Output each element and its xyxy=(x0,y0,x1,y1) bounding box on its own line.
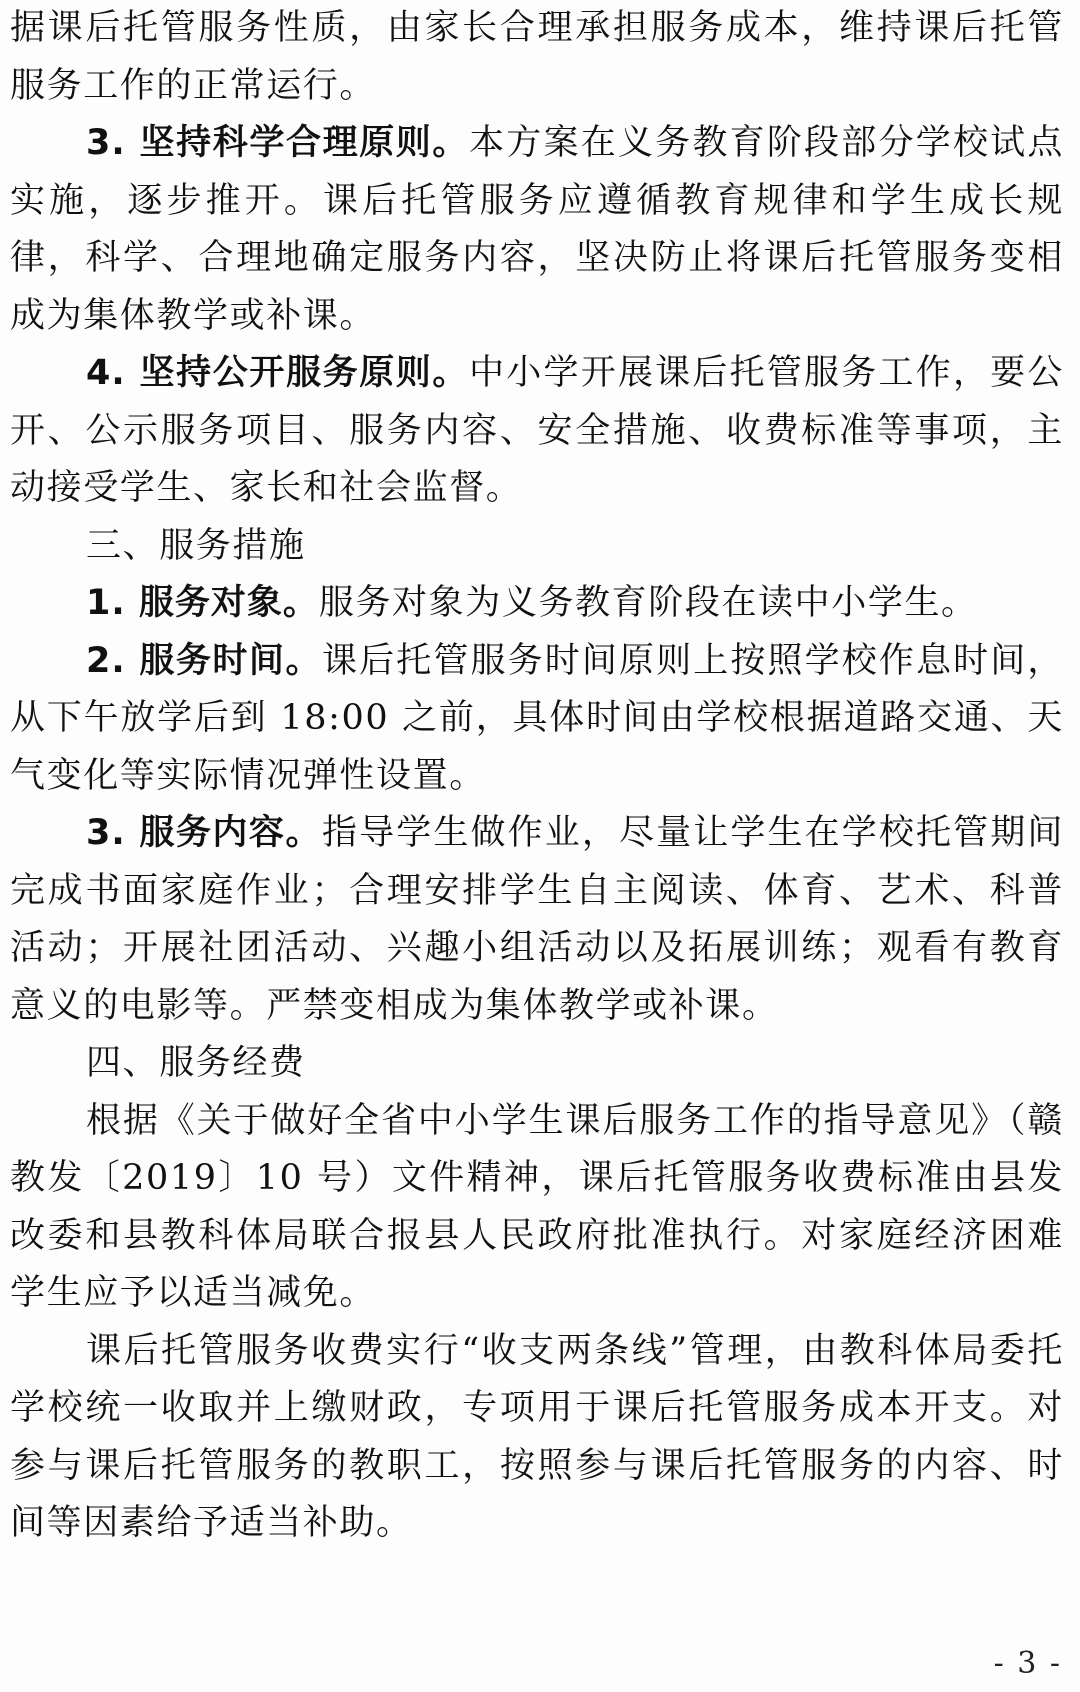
item-lead: 1. 服务对象。 xyxy=(86,583,319,623)
paragraph-text: 课后托管服务时间原则上按照学校作息时间，从下午放学后到 18:00 之前，具体时间由学校根据道路交通、天气变化等实际情况弹性设置。 xyxy=(10,640,1064,796)
principle-scientific xyxy=(10,115,1064,345)
principle-open-service xyxy=(10,345,1064,518)
paragraph-text: 中小学开展课后托管服务工作，要公开、公示服务项目、服务内容、安全措施、收费标准等事项，主动接受学生、家长和社会监督。 xyxy=(10,353,1064,508)
paragraph-text: 指导学生做作业，尽量让学生在学校托管期间完成书面家庭作业；合理安排学生自主阅读、体育、艺术、科普活动；开展社团活动、兴趣小组活动以及拓展训练；观看有教育意义的电影等。严禁变相成为集体教学或补课。 xyxy=(10,813,1064,1026)
item-lead: 2. 服务时间。 xyxy=(86,640,322,681)
item-lead: 3. 服务内容。 xyxy=(86,813,322,853)
section-heading-service-measures: 三、服务措施 xyxy=(86,525,306,566)
document-body xyxy=(10,0,1064,1553)
funding-paragraph-standard: 根据《关于做好全省中小学生课后服务工作的指导意见》（赣教发〔2019〕10 号）文件精神，课后托管服务收费标准由县发改委和县教科体局联合报县人民政府批准执行。对家庭经济困难学生应予以适当减免。 xyxy=(10,1100,1064,1313)
paragraph-text: 据课后托管服务性质，由家长合理承担服务成本，维持课后托管服务工作的正常运行。 xyxy=(10,8,1064,106)
paragraph-text: 服务对象为义务教育阶段在读中小学生。 xyxy=(318,583,978,623)
principle-lead: 4. 坚持公开服务原则。 xyxy=(86,353,470,393)
funding-paragraph-management: 课后托管服务收费实行“收支两条线”管理，由教科体局委托学校统一收取并上缴财政，专项用于课后托管服务成本开支。对参与课后托管服务的教职工，按照参与课后托管服务的内容、时间等因素给予适当补助。 xyxy=(10,1330,1064,1543)
principle-lead: 3. 坚持科学合理原则。 xyxy=(86,123,470,163)
service-time xyxy=(10,633,1064,806)
section-heading-service-funding: 四、服务经费 xyxy=(86,1043,306,1083)
service-target xyxy=(10,575,1064,633)
paragraph-text: 本方案在义务教育阶段部分学校试点实施，逐步推开。课后托管服务应遵循教育规律和学生成长规律，科学、合理地确定服务内容，坚决防止将课后托管服务变相成为集体教学或补课。 xyxy=(10,123,1064,336)
service-content xyxy=(10,805,1064,1035)
paragraph-continuation xyxy=(10,0,1064,115)
page-number: - 3 - xyxy=(993,1646,1062,1681)
